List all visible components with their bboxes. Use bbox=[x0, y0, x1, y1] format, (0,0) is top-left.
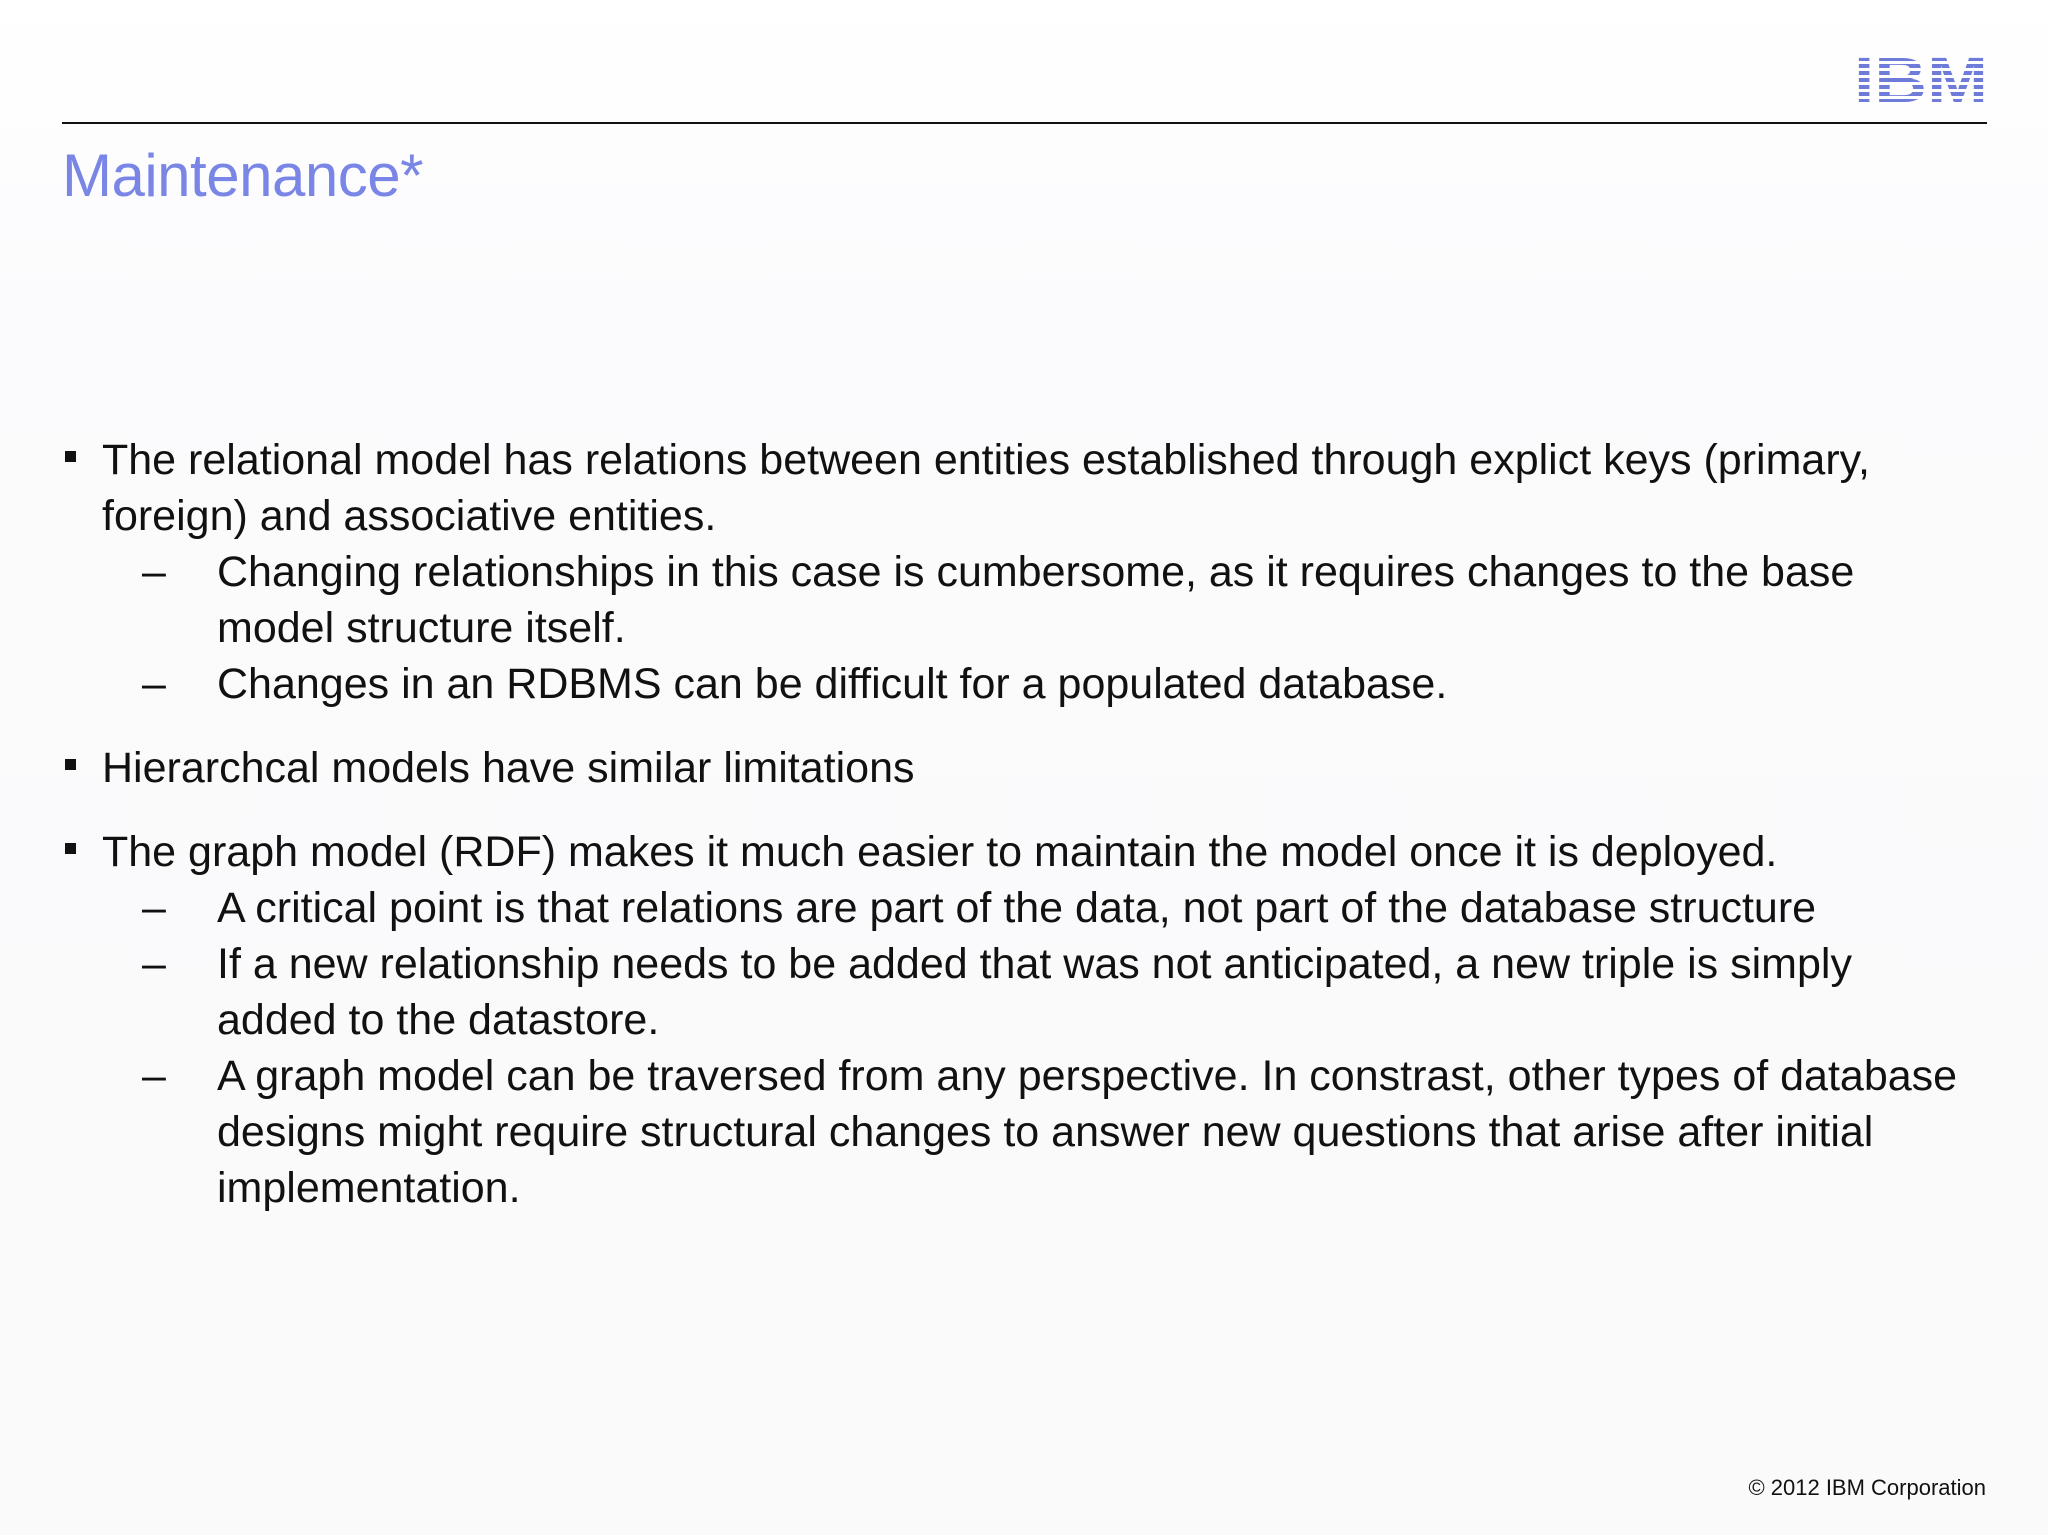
bullet-item bbox=[62, 740, 1982, 796]
bullet-text: The graph model (RDF) makes it much easier to maintain the model once it is deployed. bbox=[102, 828, 1778, 876]
square-bullet-icon bbox=[65, 451, 76, 462]
sub-list bbox=[102, 544, 1982, 712]
sub-item bbox=[142, 936, 1982, 1048]
sub-list bbox=[102, 880, 1982, 1216]
sub-item bbox=[142, 544, 1982, 656]
bullet-item bbox=[62, 432, 1982, 712]
bullet-text: The relational model has relations between entities established through explict keys (primary, foreign) and associative entities. bbox=[102, 436, 1870, 540]
sub-item bbox=[142, 1048, 1982, 1216]
title-divider bbox=[62, 122, 1987, 124]
sub-item-text: If a new relationship needs to be added that was not anticipated, a new triple is simply added to the datastore. bbox=[217, 940, 1852, 1044]
bullet-text: Hierarchcal models have similar limitations bbox=[102, 744, 915, 792]
sub-item bbox=[142, 656, 1982, 712]
slide-body bbox=[62, 432, 1982, 1244]
dash-marker: – bbox=[142, 884, 166, 932]
square-bullet-icon bbox=[65, 843, 76, 854]
ibm-logo: IBM bbox=[1854, 46, 1988, 106]
sub-item-text: A critical point is that relations are part of the data, not part of the database structure bbox=[217, 884, 1817, 932]
square-bullet-icon bbox=[65, 759, 76, 770]
dash-marker: – bbox=[142, 660, 166, 708]
sub-item bbox=[142, 880, 1982, 936]
slide-title: Maintenance* bbox=[62, 142, 423, 209]
dash-marker: – bbox=[142, 940, 166, 988]
bullet-item bbox=[62, 824, 1982, 1216]
copyright-footer: © 2012 IBM Corporation bbox=[1748, 1475, 1986, 1500]
dash-marker: – bbox=[142, 1052, 166, 1100]
sub-item-text: Changing relationships in this case is cumbersome, as it requires changes to the base model structure itself. bbox=[217, 548, 1855, 652]
dash-marker: – bbox=[142, 548, 166, 596]
sub-item-text: A graph model can be traversed from any perspective. In constrast, other types of database designs might require structural changes to answer new questions that arise after initial implementation. bbox=[217, 1052, 1958, 1212]
sub-item-text: Changes in an RDBMS can be difficult for a populated database. bbox=[217, 660, 1448, 708]
